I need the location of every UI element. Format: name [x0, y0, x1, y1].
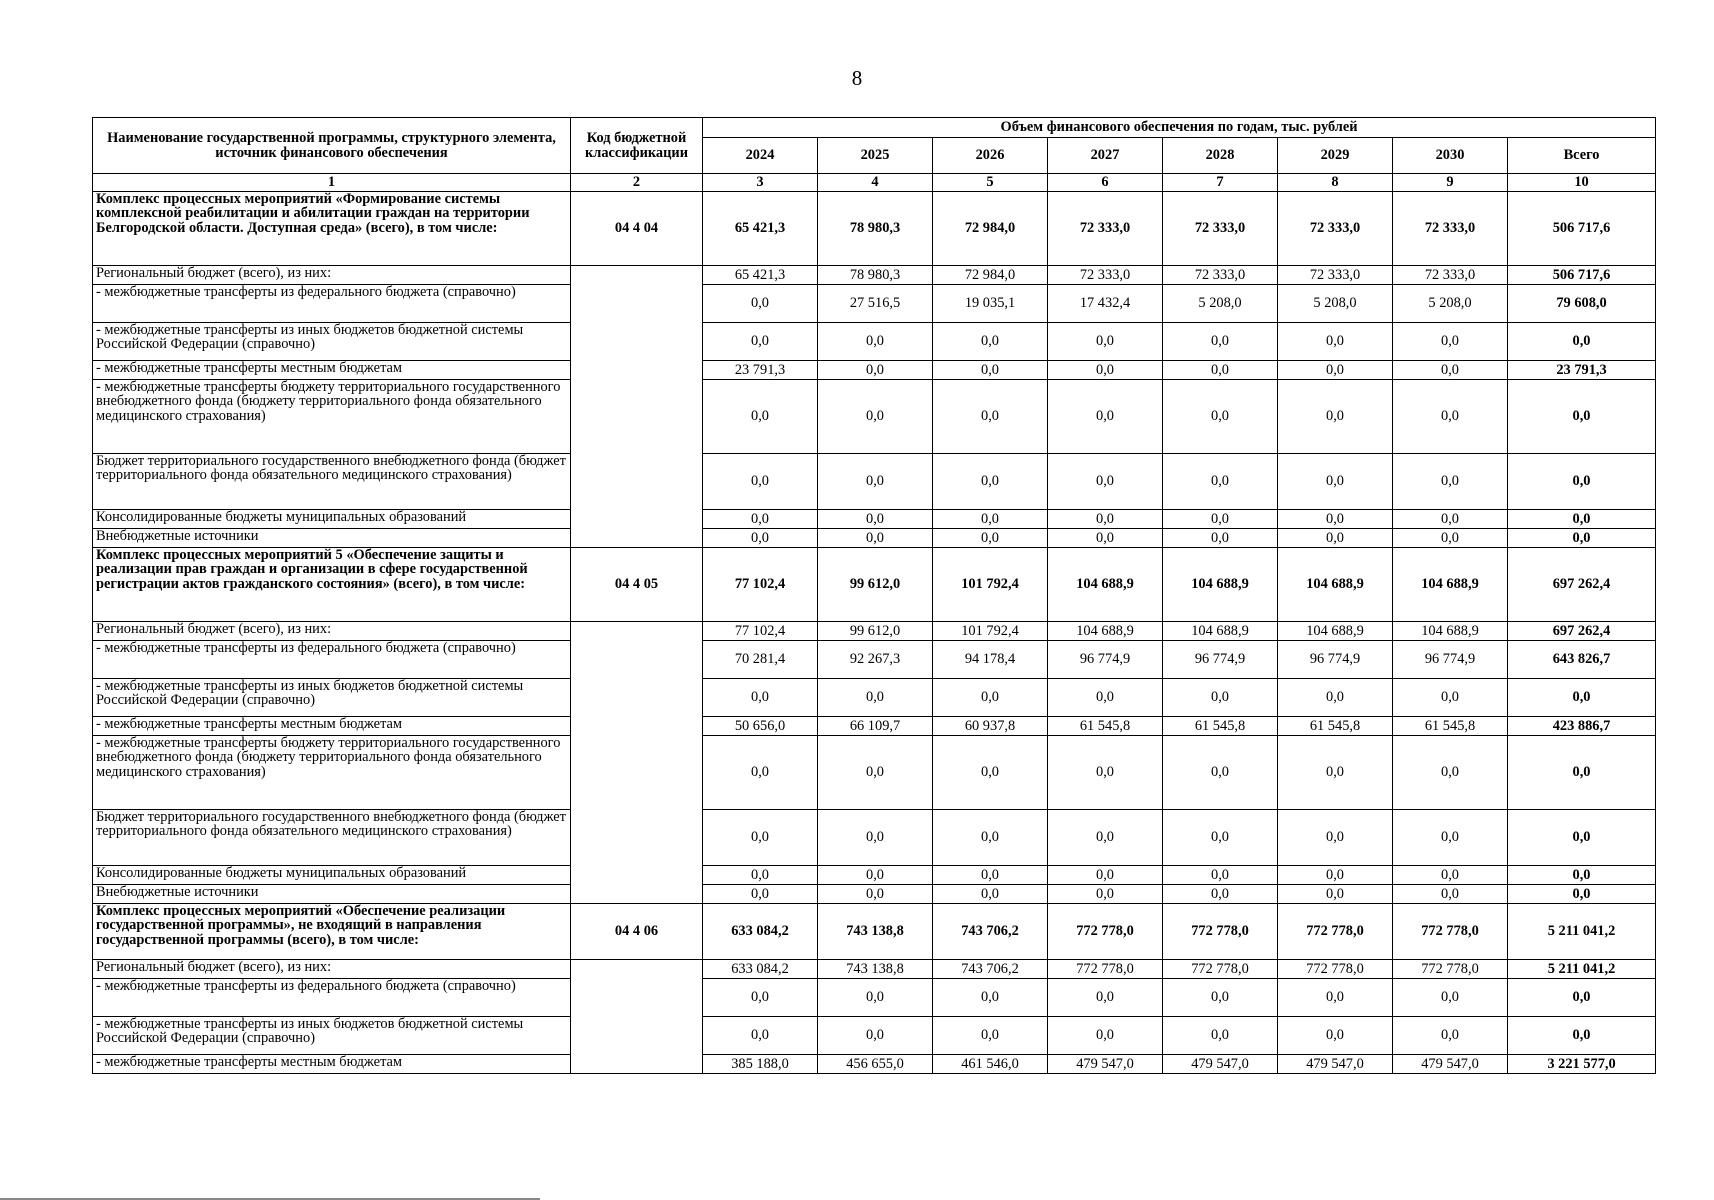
column-number: 2 — [571, 174, 703, 192]
year-value: 92 267,3 — [818, 641, 933, 679]
table-row — [93, 548, 1656, 622]
row-name: Региональный бюджет (всего), из них: — [93, 266, 571, 285]
year-value: 0,0 — [933, 323, 1048, 361]
row-name: - межбюджетные трансферты из иных бюджетов бюджетной системы Российской Федерации (справочно) — [93, 323, 571, 361]
year-value: 0,0 — [1278, 810, 1393, 866]
column-number: 10 — [1508, 174, 1656, 192]
year-value: 385 188,0 — [703, 1055, 818, 1074]
year-value: 0,0 — [1278, 454, 1393, 510]
year-value: 65 421,3 — [703, 266, 818, 285]
year-value: 0,0 — [1163, 454, 1278, 510]
row-name: Бюджет территориального государственного внебюджетного фонда (бюджет территориального фонда обязательного медицинского страхования) — [93, 810, 571, 866]
year-value: 772 778,0 — [1048, 904, 1163, 960]
year-value: 23 791,3 — [703, 361, 818, 380]
year-value: 0,0 — [703, 454, 818, 510]
year-value: 0,0 — [1048, 679, 1163, 717]
row-total: 423 886,7 — [1508, 717, 1656, 736]
year-value: 104 688,9 — [1163, 548, 1278, 622]
year-value: 743 706,2 — [933, 904, 1048, 960]
row-total: 0,0 — [1508, 380, 1656, 454]
year-value: 0,0 — [703, 736, 818, 810]
row-name: Внебюджетные источники — [93, 529, 571, 548]
table-row — [93, 810, 1656, 866]
year-value: 0,0 — [818, 810, 933, 866]
year-value: 72 333,0 — [1048, 192, 1163, 266]
year-value: 0,0 — [1048, 454, 1163, 510]
year-value: 0,0 — [703, 679, 818, 717]
row-name: - межбюджетные трансферты из федерального бюджета (справочно) — [93, 285, 571, 323]
year-value: 0,0 — [818, 361, 933, 380]
year-value: 0,0 — [818, 454, 933, 510]
table-row — [93, 717, 1656, 736]
year-value: 633 084,2 — [703, 904, 818, 960]
row-total: 0,0 — [1508, 979, 1656, 1017]
year-value: 104 688,9 — [1048, 622, 1163, 641]
column-numbers-row — [93, 174, 1656, 192]
year-value: 743 138,8 — [818, 904, 933, 960]
table-row — [93, 192, 1656, 266]
row-total: 0,0 — [1508, 510, 1656, 529]
year-value: 72 333,0 — [1393, 266, 1508, 285]
year-value: 772 778,0 — [1278, 904, 1393, 960]
year-value: 0,0 — [933, 380, 1048, 454]
row-total: 5 211 041,2 — [1508, 904, 1656, 960]
year-value: 99 612,0 — [818, 548, 933, 622]
year-value: 0,0 — [1163, 885, 1278, 904]
year-value: 65 421,3 — [703, 192, 818, 266]
year-value: 96 774,9 — [1278, 641, 1393, 679]
year-value: 0,0 — [1048, 810, 1163, 866]
row-total: 79 608,0 — [1508, 285, 1656, 323]
year-value: 70 281,4 — [703, 641, 818, 679]
year-value: 0,0 — [1163, 810, 1278, 866]
year-value: 27 516,5 — [818, 285, 933, 323]
column-number: 3 — [703, 174, 818, 192]
table-row — [93, 979, 1656, 1017]
year-value: 96 774,9 — [1163, 641, 1278, 679]
row-code: 04 4 06 — [571, 904, 703, 960]
year-value: 0,0 — [1278, 979, 1393, 1017]
year-value: 61 545,8 — [1278, 717, 1393, 736]
year-value: 0,0 — [1393, 736, 1508, 810]
table-row — [93, 960, 1656, 979]
year-value: 0,0 — [1278, 1017, 1393, 1055]
year-value: 772 778,0 — [1163, 960, 1278, 979]
year-value: 0,0 — [1393, 979, 1508, 1017]
row-name: - межбюджетные трансферты бюджету территориального государственного внебюджетного фонда (бюджету территориального фонда обязательного медицинского страхования) — [93, 380, 571, 454]
year-value: 0,0 — [1163, 736, 1278, 810]
year-value: 0,0 — [933, 810, 1048, 866]
year-value: 0,0 — [818, 979, 933, 1017]
code-empty-cell — [571, 960, 703, 1074]
table-row — [93, 361, 1656, 380]
year-value: 0,0 — [1393, 1017, 1508, 1055]
year-value: 0,0 — [933, 529, 1048, 548]
row-total: 0,0 — [1508, 529, 1656, 548]
table-row — [93, 866, 1656, 885]
row-name: - межбюджетные трансферты из иных бюджетов бюджетной системы Российской Федерации (справочно) — [93, 679, 571, 717]
table-row — [93, 529, 1656, 548]
year-value: 0,0 — [933, 736, 1048, 810]
year-value: 0,0 — [1163, 866, 1278, 885]
year-value: 0,0 — [703, 529, 818, 548]
row-total: 0,0 — [1508, 1017, 1656, 1055]
year-value: 0,0 — [1393, 529, 1508, 548]
row-total: 0,0 — [1508, 866, 1656, 885]
year-value: 456 655,0 — [818, 1055, 933, 1074]
row-total: 0,0 — [1508, 323, 1656, 361]
year-value: 0,0 — [1048, 736, 1163, 810]
year-value: 0,0 — [933, 679, 1048, 717]
table-row — [93, 885, 1656, 904]
year-value: 0,0 — [1048, 323, 1163, 361]
year-value: 0,0 — [1278, 323, 1393, 361]
year-value: 0,0 — [1278, 736, 1393, 810]
row-name: - межбюджетные трансферты местным бюджетам — [93, 361, 571, 380]
year-value: 461 546,0 — [933, 1055, 1048, 1074]
row-name: Региональный бюджет (всего), из них: — [93, 960, 571, 979]
code-empty-cell — [571, 266, 703, 548]
year-value: 0,0 — [703, 380, 818, 454]
year-value: 0,0 — [933, 866, 1048, 885]
year-value: 0,0 — [1163, 361, 1278, 380]
year-value: 0,0 — [818, 679, 933, 717]
table-row — [93, 679, 1656, 717]
row-name: - межбюджетные трансферты из федерального бюджета (справочно) — [93, 979, 571, 1017]
year-value: 0,0 — [1163, 323, 1278, 361]
year-value: 104 688,9 — [1393, 548, 1508, 622]
year-value: 19 035,1 — [933, 285, 1048, 323]
table-row — [93, 510, 1656, 529]
year-value: 0,0 — [1163, 510, 1278, 529]
year-value: 0,0 — [1163, 679, 1278, 717]
year-value: 0,0 — [703, 810, 818, 866]
year-value: 479 547,0 — [1278, 1055, 1393, 1074]
year-value: 0,0 — [1048, 510, 1163, 529]
header-year: 2029 — [1278, 138, 1393, 174]
year-value: 0,0 — [1278, 380, 1393, 454]
row-name: - межбюджетные трансферты бюджету территориального государственного внебюджетного фонда (бюджету территориального фонда обязательного медицинского страхования) — [93, 736, 571, 810]
year-value: 0,0 — [703, 510, 818, 529]
row-name: Консолидированные бюджеты муниципальных образований — [93, 866, 571, 885]
row-name: - межбюджетные трансферты из иных бюджетов бюджетной системы Российской Федерации (справочно) — [93, 1017, 571, 1055]
year-value: 0,0 — [1163, 529, 1278, 548]
year-value: 479 547,0 — [1163, 1055, 1278, 1074]
row-total: 0,0 — [1508, 454, 1656, 510]
year-value: 61 545,8 — [1163, 717, 1278, 736]
year-value: 479 547,0 — [1393, 1055, 1508, 1074]
table-row — [93, 380, 1656, 454]
header-year: 2027 — [1048, 138, 1163, 174]
year-value: 77 102,4 — [703, 622, 818, 641]
year-value: 0,0 — [933, 1017, 1048, 1055]
year-value: 0,0 — [933, 454, 1048, 510]
year-value: 104 688,9 — [1163, 622, 1278, 641]
year-value: 61 545,8 — [1048, 717, 1163, 736]
year-value: 104 688,9 — [1278, 548, 1393, 622]
year-value: 772 778,0 — [1278, 960, 1393, 979]
row-total: 0,0 — [1508, 679, 1656, 717]
year-value: 0,0 — [818, 380, 933, 454]
year-value: 5 208,0 — [1163, 285, 1278, 323]
year-value: 0,0 — [933, 510, 1048, 529]
year-value: 633 084,2 — [703, 960, 818, 979]
column-number: 6 — [1048, 174, 1163, 192]
year-value: 0,0 — [818, 866, 933, 885]
row-name: - межбюджетные трансферты местным бюджетам — [93, 717, 571, 736]
row-name: Комплекс процессных мероприятий «Формирование системы комплексной реабилитации и абилитации граждан на территории Белгородской области. Доступная среда» (всего), в том числе: — [93, 192, 571, 266]
year-value: 0,0 — [1048, 361, 1163, 380]
year-value: 0,0 — [703, 866, 818, 885]
row-name: Бюджет территориального государственного внебюджетного фонда (бюджет территориального фонда обязательного медицинского страхования) — [93, 454, 571, 510]
row-total: 23 791,3 — [1508, 361, 1656, 380]
year-value: 101 792,4 — [933, 622, 1048, 641]
table-row — [93, 1017, 1656, 1055]
row-total: 697 262,4 — [1508, 548, 1656, 622]
year-value: 94 178,4 — [933, 641, 1048, 679]
table-row — [93, 622, 1656, 641]
row-total: 0,0 — [1508, 736, 1656, 810]
year-value: 0,0 — [818, 323, 933, 361]
row-total: 0,0 — [1508, 885, 1656, 904]
row-total: 3 221 577,0 — [1508, 1055, 1656, 1074]
row-code: 04 4 05 — [571, 548, 703, 622]
year-value: 60 937,8 — [933, 717, 1048, 736]
row-name: Комплекс процессных мероприятий «Обеспечение реализации государственной программы», не входящий в направления государственной программы (всего), в том числе: — [93, 904, 571, 960]
year-value: 78 980,3 — [818, 266, 933, 285]
year-value: 0,0 — [1393, 380, 1508, 454]
year-value: 72 984,0 — [933, 266, 1048, 285]
column-number: 8 — [1278, 174, 1393, 192]
year-value: 0,0 — [703, 323, 818, 361]
column-number: 7 — [1163, 174, 1278, 192]
year-value: 479 547,0 — [1048, 1055, 1163, 1074]
year-value: 0,0 — [1278, 510, 1393, 529]
row-name: Внебюджетные источники — [93, 885, 571, 904]
year-value: 772 778,0 — [1163, 904, 1278, 960]
year-value: 96 774,9 — [1048, 641, 1163, 679]
year-value: 0,0 — [1048, 885, 1163, 904]
column-number: 9 — [1393, 174, 1508, 192]
year-value: 0,0 — [703, 1017, 818, 1055]
year-value: 99 612,0 — [818, 622, 933, 641]
year-value: 72 333,0 — [1278, 266, 1393, 285]
year-value: 0,0 — [1393, 810, 1508, 866]
column-number: 5 — [933, 174, 1048, 192]
year-value: 772 778,0 — [1048, 960, 1163, 979]
header-year: 2025 — [818, 138, 933, 174]
year-value: 72 333,0 — [1048, 266, 1163, 285]
year-value: 72 333,0 — [1278, 192, 1393, 266]
year-value: 104 688,9 — [1393, 622, 1508, 641]
year-value: 50 656,0 — [703, 717, 818, 736]
year-value: 0,0 — [703, 285, 818, 323]
year-value: 0,0 — [1048, 380, 1163, 454]
year-value: 0,0 — [818, 510, 933, 529]
year-value: 0,0 — [818, 529, 933, 548]
row-total: 506 717,6 — [1508, 266, 1656, 285]
year-value: 101 792,4 — [933, 548, 1048, 622]
row-total: 506 717,6 — [1508, 192, 1656, 266]
table-row — [93, 323, 1656, 361]
table-row — [93, 285, 1656, 323]
year-value: 0,0 — [1048, 1017, 1163, 1055]
header-year: 2024 — [703, 138, 818, 174]
year-value: 0,0 — [818, 885, 933, 904]
table-row — [93, 736, 1656, 810]
row-total: 643 826,7 — [1508, 641, 1656, 679]
year-value: 72 333,0 — [1393, 192, 1508, 266]
year-value: 0,0 — [703, 979, 818, 1017]
year-value: 0,0 — [1163, 1017, 1278, 1055]
table-body — [93, 192, 1656, 1074]
year-value: 104 688,9 — [1048, 548, 1163, 622]
table-row — [93, 904, 1656, 960]
year-value: 0,0 — [933, 361, 1048, 380]
page-number: 8 — [851, 66, 863, 90]
year-value: 743 706,2 — [933, 960, 1048, 979]
year-value: 0,0 — [1048, 866, 1163, 885]
header-year: 2030 — [1393, 138, 1508, 174]
row-name: - межбюджетные трансферты местным бюджетам — [93, 1055, 571, 1074]
table-row — [93, 641, 1656, 679]
header-year: 2026 — [933, 138, 1048, 174]
year-value: 772 778,0 — [1393, 960, 1508, 979]
year-value: 104 688,9 — [1278, 622, 1393, 641]
row-total: 0,0 — [1508, 810, 1656, 866]
year-value: 72 333,0 — [1163, 266, 1278, 285]
year-value: 72 333,0 — [1163, 192, 1278, 266]
row-name: Региональный бюджет (всего), из них: — [93, 622, 571, 641]
year-value: 61 545,8 — [1393, 717, 1508, 736]
year-value: 0,0 — [1278, 361, 1393, 380]
year-value: 0,0 — [1278, 885, 1393, 904]
table-row — [93, 1055, 1656, 1074]
year-value: 77 102,4 — [703, 548, 818, 622]
year-value: 78 980,3 — [818, 192, 933, 266]
year-value: 0,0 — [1393, 323, 1508, 361]
row-name: - межбюджетные трансферты из федерального бюджета (справочно) — [93, 641, 571, 679]
year-value: 72 984,0 — [933, 192, 1048, 266]
year-value: 5 208,0 — [1278, 285, 1393, 323]
year-value: 5 208,0 — [1393, 285, 1508, 323]
year-value: 0,0 — [1163, 979, 1278, 1017]
header-group: Объем финансового обеспечения по годам, тыс. рублей — [703, 118, 1656, 138]
column-number: 1 — [93, 174, 571, 192]
year-value: 743 138,8 — [818, 960, 933, 979]
row-total: 5 211 041,2 — [1508, 960, 1656, 979]
year-value: 0,0 — [818, 1017, 933, 1055]
year-value: 17 432,4 — [1048, 285, 1163, 323]
financing-table — [92, 117, 1656, 1074]
year-value: 0,0 — [1278, 866, 1393, 885]
code-empty-cell — [571, 622, 703, 904]
year-value: 0,0 — [1278, 679, 1393, 717]
year-value: 0,0 — [1393, 454, 1508, 510]
row-code: 04 4 04 — [571, 192, 703, 266]
year-value: 96 774,9 — [1393, 641, 1508, 679]
row-total: 697 262,4 — [1508, 622, 1656, 641]
year-value: 0,0 — [1163, 380, 1278, 454]
header-year: 2028 — [1163, 138, 1278, 174]
column-number: 4 — [818, 174, 933, 192]
year-value: 0,0 — [1393, 679, 1508, 717]
year-value: 0,0 — [703, 885, 818, 904]
table-row — [93, 266, 1656, 285]
year-value: 772 778,0 — [1393, 904, 1508, 960]
year-value: 0,0 — [1278, 529, 1393, 548]
row-name: Комплекс процессных мероприятий 5 «Обеспечение защиты и реализации прав граждан и организации в сфере государственной регистрации актов гражданского состояния» (всего), в том числе: — [93, 548, 571, 622]
year-value: 66 109,7 — [818, 717, 933, 736]
year-value: 0,0 — [1048, 529, 1163, 548]
header-name: Наименование государственной программы, структурного элемента, источник финансового обеспечения — [93, 118, 571, 174]
year-value: 0,0 — [933, 979, 1048, 1017]
year-value: 0,0 — [1393, 866, 1508, 885]
year-value: 0,0 — [1048, 979, 1163, 1017]
year-value: 0,0 — [818, 736, 933, 810]
header-total: Всего — [1508, 138, 1656, 174]
year-value: 0,0 — [933, 885, 1048, 904]
year-value: 0,0 — [1393, 361, 1508, 380]
header-code: Код бюджетной классификации — [571, 118, 703, 174]
row-name: Консолидированные бюджеты муниципальных образований — [93, 510, 571, 529]
year-value: 0,0 — [1393, 885, 1508, 904]
table-row — [93, 454, 1656, 510]
year-value: 0,0 — [1393, 510, 1508, 529]
